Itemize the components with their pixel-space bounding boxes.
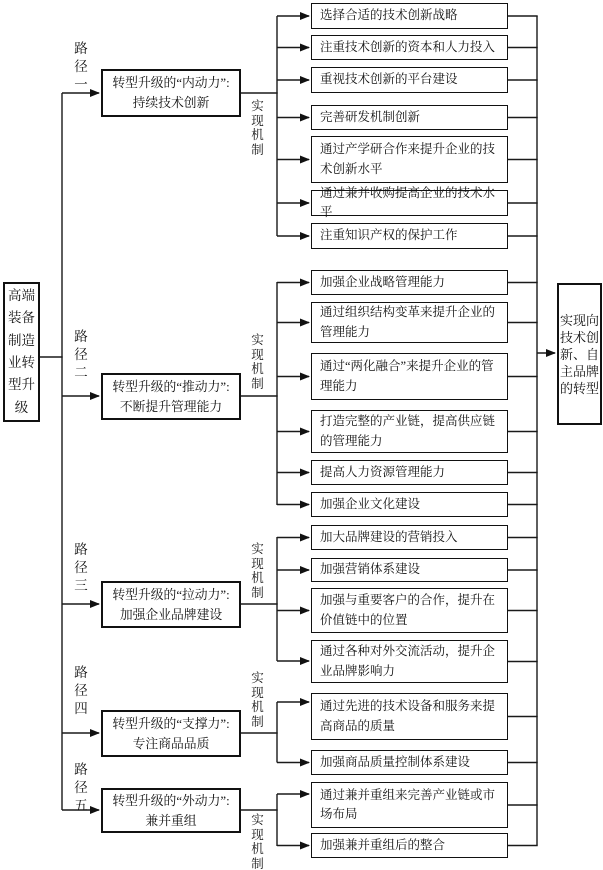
mechanism-box: 完善研发机制创新 [311, 105, 508, 130]
driver-subtitle: 兼并重组 [145, 813, 197, 828]
path-label-3: 路径三 [74, 542, 88, 593]
path-label-4: 路径四 [74, 665, 88, 716]
mechanism-box: 加强企业文化建设 [311, 492, 508, 517]
mechanism-box: 加强与重要客户的合作，提升在价值链中的位置 [311, 588, 508, 633]
mechanism-caption: 实现机制 [251, 671, 264, 729]
mechanism-box: 注重技术创新的资本和人力投入 [311, 35, 508, 60]
mechanism-box: 通过兼并收购提高企业的技术水平 [311, 190, 508, 216]
mechanism-box: 通过产学研合作来提升企业的技术创新水平 [311, 136, 508, 183]
driver-box-3 [101, 581, 241, 628]
mechanism-box: 通过兼并重组来完善产业链或市场布局 [311, 782, 508, 828]
outcome-box [557, 283, 602, 425]
driver-box-5 [101, 788, 241, 833]
path-label-2: 路径二 [74, 329, 88, 380]
driver-title: 转型升级的“推动力”: [112, 379, 230, 394]
mechanism-box: 加强商品质量控制体系建设 [311, 750, 508, 775]
mechanism-caption: 实现机制 [251, 542, 264, 600]
driver-title: 转型升级的“支撑力”: [112, 716, 230, 731]
mechanism-caption: 实现机制 [251, 333, 264, 391]
driver-box-1 [101, 69, 241, 117]
mechanism-caption: 实现机制 [251, 813, 264, 870]
mechanism-box: 重视技术创新的平台建设 [311, 67, 508, 93]
root-label: 高端装备制造业转型升级 [8, 287, 35, 415]
mechanism-box: 选择合适的技术创新战略 [311, 3, 508, 29]
outcome-label: 实现向技术创新、自主品牌的转型 [560, 312, 600, 396]
mechanism-box: 通过组织结构变革来提升企业的管理能力 [311, 302, 508, 343]
driver-box-4 [101, 710, 241, 757]
driver-title: 转型升级的“外动力”: [112, 793, 230, 808]
driver-subtitle: 持续技术创新 [132, 96, 210, 110]
driver-title: 转型升级的“内动力”: [112, 76, 230, 90]
driver-subtitle: 专注商品品质 [132, 736, 210, 751]
driver-title: 转型升级的“拉动力”: [112, 587, 230, 602]
mechanism-box: 通过各种对外交流活动，提升企业品牌影响力 [311, 640, 508, 683]
mechanism-box: 通过“两化融合”来提升企业的管理能力 [311, 353, 508, 400]
root-box [3, 282, 40, 422]
mechanism-box: 加强兼并重组后的整合 [311, 833, 508, 858]
driver-box-2 [101, 373, 241, 420]
driver-subtitle: 不断提升管理能力 [119, 399, 223, 414]
mechanism-box: 加强企业战略管理能力 [311, 270, 508, 295]
mechanism-box: 加强营销体系建设 [311, 558, 508, 582]
mechanism-box: 加大品牌建设的营销投入 [311, 525, 508, 550]
mechanism-box: 通过先进的技术设备和服务来提高商品的质量 [311, 693, 508, 740]
mechanism-box: 打造完整的产业链，提高供应链的管理能力 [311, 410, 508, 453]
driver-subtitle: 加强企业品牌建设 [119, 607, 223, 622]
mechanism-box: 提高人力资源管理能力 [311, 460, 508, 485]
mechanism-caption: 实现机制 [251, 99, 264, 157]
path-label-1: 路径一 [74, 41, 88, 92]
path-label-5: 路径五 [74, 762, 88, 813]
mechanism-box: 注重知识产权的保护工作 [311, 223, 508, 249]
